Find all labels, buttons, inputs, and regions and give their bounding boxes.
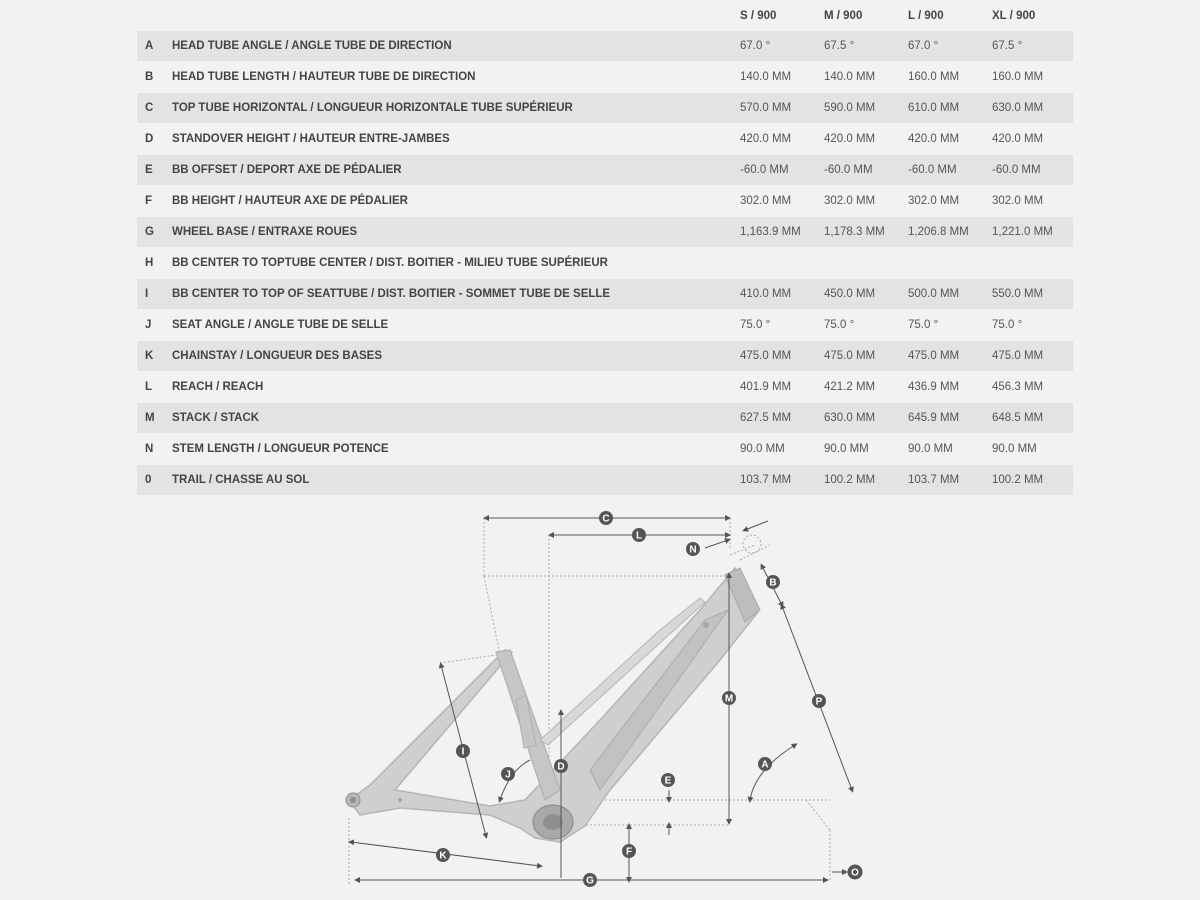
row-value-l: 500.0 MM	[908, 279, 992, 310]
svg-text:N: N	[689, 544, 697, 556]
row-measurement-name: BB HEIGHT / HAUTEUR AXE DE PÉDALIER	[172, 186, 740, 217]
row-value-l: 90.0 MM	[908, 434, 992, 465]
dimension-label-c	[599, 511, 613, 525]
svg-text:K: K	[439, 850, 447, 862]
row-value-xl: 475.0 MM	[992, 341, 1073, 372]
row-letter: H	[137, 248, 172, 279]
dimension-label-a	[758, 757, 772, 771]
row-measurement-name: REACH / REACH	[172, 372, 740, 403]
row-letter: C	[137, 93, 172, 124]
row-value-s: -60.0 MM	[740, 155, 824, 186]
row-value-m: 630.0 MM	[824, 403, 908, 434]
row-letter: E	[137, 155, 172, 186]
svg-text:I: I	[461, 746, 465, 758]
row-value-m: -60.0 MM	[824, 155, 908, 186]
row-value-xl: 160.0 MM	[992, 62, 1073, 93]
bike-frame	[346, 568, 760, 842]
row-value-s: 90.0 MM	[740, 434, 824, 465]
row-measurement-name: BB OFFSET / DEPORT AXE DE PÉDALIER	[172, 155, 740, 186]
row-value-xl: 630.0 MM	[992, 93, 1073, 124]
dimension-label-j	[501, 767, 515, 781]
row-letter: A	[137, 31, 172, 62]
row-value-s: 627.5 MM	[740, 403, 824, 434]
row-value-m: 450.0 MM	[824, 279, 908, 310]
row-measurement-name: BB CENTER TO TOP OF SEATTUBE / DIST. BOITIER - SOMMET TUBE DE SELLE	[172, 279, 740, 310]
row-letter: 0	[137, 465, 172, 496]
row-measurement-name: STANDOVER HEIGHT / HAUTEUR ENTRE-JAMBES	[172, 124, 740, 155]
svg-text:M: M	[724, 693, 734, 705]
row-value-s: 420.0 MM	[740, 124, 824, 155]
header-size-xl: XL / 900	[992, 9, 1036, 22]
row-letter: N	[137, 434, 172, 465]
row-value-s: 140.0 MM	[740, 62, 824, 93]
row-value-s: 1,163.9 MM	[740, 217, 824, 248]
row-value-xl: 648.5 MM	[992, 403, 1073, 434]
row-value-xl: -60.0 MM	[992, 155, 1073, 186]
row-letter: J	[137, 310, 172, 341]
dimension-label-f	[622, 844, 636, 858]
row-value-m: 75.0 °	[824, 310, 908, 341]
svg-text:P: P	[815, 696, 823, 708]
row-value-xl: 67.5 °	[992, 31, 1073, 62]
row-value-xl: 100.2 MM	[992, 465, 1073, 496]
row-value-s: 475.0 MM	[740, 341, 824, 372]
row-measurement-name: HEAD TUBE ANGLE / ANGLE TUBE DE DIRECTION	[172, 31, 740, 62]
dimension-label-l	[632, 528, 646, 542]
row-value-l: 1,206.8 MM	[908, 217, 992, 248]
row-value-s: 67.0 °	[740, 31, 824, 62]
svg-text:E: E	[664, 775, 672, 787]
row-letter: F	[137, 186, 172, 217]
row-value-l: 302.0 MM	[908, 186, 992, 217]
row-letter: I	[137, 279, 172, 310]
row-value-s: 75.0 °	[740, 310, 824, 341]
row-value-m: 140.0 MM	[824, 62, 908, 93]
svg-text:L: L	[635, 530, 643, 542]
row-value-l: 75.0 °	[908, 310, 992, 341]
row-value-m: 421.2 MM	[824, 372, 908, 403]
row-value-m: 420.0 MM	[824, 124, 908, 155]
svg-text:D: D	[557, 761, 565, 773]
dimension-label-i	[456, 744, 470, 758]
row-value-xl: 90.0 MM	[992, 434, 1073, 465]
row-measurement-name: STACK / STACK	[172, 403, 740, 434]
header-size-l: L / 900	[908, 9, 944, 22]
row-measurement-name: SEAT ANGLE / ANGLE TUBE DE SELLE	[172, 310, 740, 341]
svg-text:F: F	[625, 846, 633, 858]
row-value-xl: 456.3 MM	[992, 372, 1073, 403]
dimension-lines	[351, 518, 852, 880]
row-measurement-name: STEM LENGTH / LONGUEUR POTENCE	[172, 434, 740, 465]
row-value-m: 1,178.3 MM	[824, 217, 908, 248]
row-value-m: 475.0 MM	[824, 341, 908, 372]
dimension-label-n	[686, 542, 700, 556]
row-value-s: 103.7 MM	[740, 465, 824, 496]
row-value-l: 67.0 °	[908, 31, 992, 62]
row-value-l: 436.9 MM	[908, 372, 992, 403]
svg-text:A: A	[761, 759, 769, 771]
row-measurement-name: BB CENTER TO TOPTUBE CENTER / DIST. BOITIER - MILIEU TUBE SUPÉRIEUR	[172, 248, 740, 279]
svg-text:G: G	[586, 875, 594, 887]
row-value-l: 475.0 MM	[908, 341, 992, 372]
row-measurement-name: CHAINSTAY / LONGUEUR DES BASES	[172, 341, 740, 372]
dimension-label-e	[661, 773, 675, 787]
row-measurement-name: WHEEL BASE / ENTRAXE ROUES	[172, 217, 740, 248]
row-value-l: 103.7 MM	[908, 465, 992, 496]
row-value-l: 645.9 MM	[908, 403, 992, 434]
row-letter: G	[137, 217, 172, 248]
dimension-label-o	[848, 865, 862, 879]
row-value-m: 100.2 MM	[824, 465, 908, 496]
row-measurement-name: HEAD TUBE LENGTH / HAUTEUR TUBE DE DIRECTION	[172, 62, 740, 93]
row-letter: K	[137, 341, 172, 372]
dimension-label-m	[722, 691, 736, 705]
svg-text:J: J	[505, 769, 511, 781]
row-value-xl: 75.0 °	[992, 310, 1073, 341]
row-value-xl: 550.0 MM	[992, 279, 1073, 310]
row-value-l: 420.0 MM	[908, 124, 992, 155]
header-size-m: M / 900	[824, 9, 863, 22]
row-letter: B	[137, 62, 172, 93]
row-letter: M	[137, 403, 172, 434]
row-value-m: 590.0 MM	[824, 93, 908, 124]
row-value-xl: 420.0 MM	[992, 124, 1073, 155]
row-value-l: 610.0 MM	[908, 93, 992, 124]
row-measurement-name: TRAIL / CHASSE AU SOL	[172, 465, 740, 496]
row-measurement-name: TOP TUBE HORIZONTAL / LONGUEUR HORIZONTALE TUBE SUPÉRIEUR	[172, 93, 740, 124]
row-value-m: 67.5 °	[824, 31, 908, 62]
row-value-l: -60.0 MM	[908, 155, 992, 186]
dimension-label-p	[812, 694, 826, 708]
row-letter: L	[137, 372, 172, 403]
row-value-s: 302.0 MM	[740, 186, 824, 217]
row-value-m: 90.0 MM	[824, 434, 908, 465]
svg-text:O: O	[851, 867, 859, 879]
dimension-label-g	[583, 873, 597, 887]
svg-text:B: B	[769, 577, 777, 589]
dimension-label-b	[766, 575, 780, 589]
row-value-xl: 1,221.0 MM	[992, 217, 1073, 248]
row-value-m: 302.0 MM	[824, 186, 908, 217]
dimension-label-k	[436, 848, 450, 862]
header-size-s: S / 900	[740, 9, 777, 22]
svg-text:C: C	[602, 513, 610, 525]
row-value-l: 160.0 MM	[908, 62, 992, 93]
row-value-s: 570.0 MM	[740, 93, 824, 124]
row-letter: D	[137, 124, 172, 155]
row-value-s: 410.0 MM	[740, 279, 824, 310]
row-value-s: 401.9 MM	[740, 372, 824, 403]
row-value-xl: 302.0 MM	[992, 186, 1073, 217]
dimension-label-d	[554, 759, 568, 773]
